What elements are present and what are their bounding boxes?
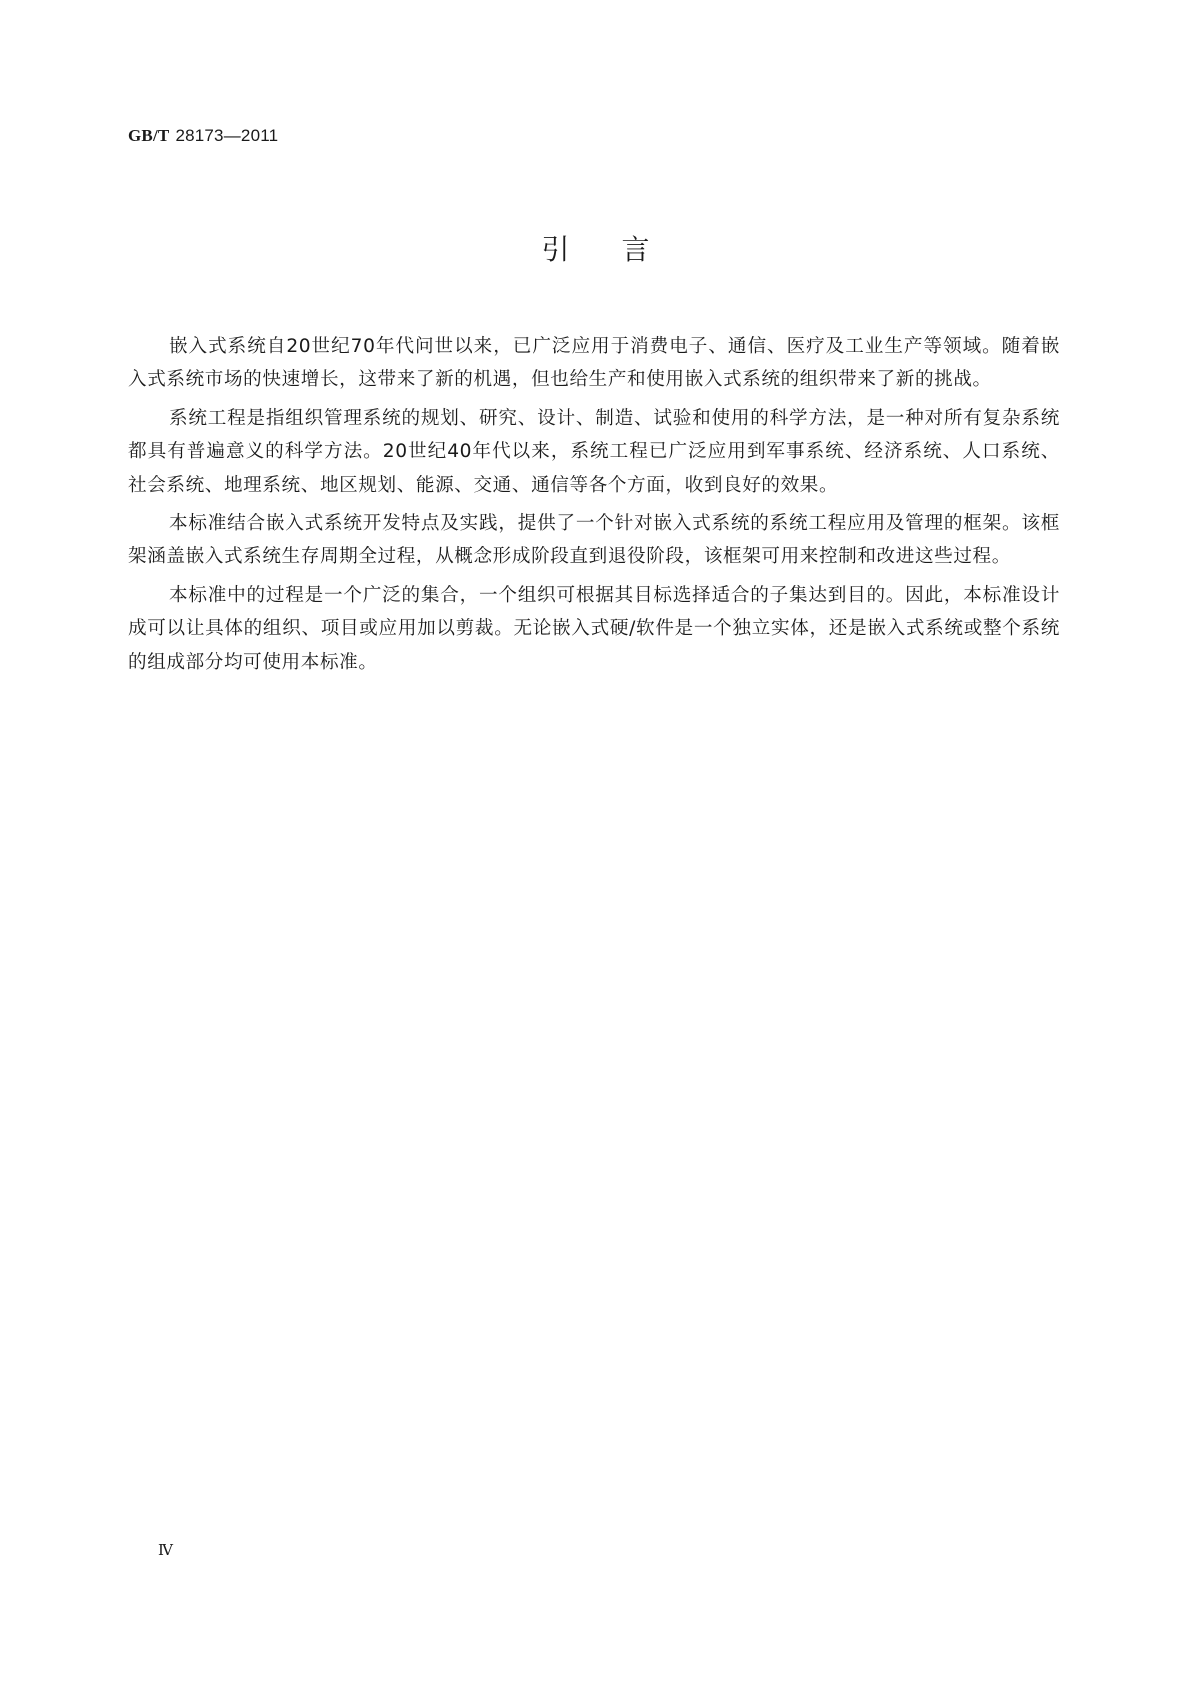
paragraph-1: 嵌入式系统自20世纪70年代问世以来，已广泛应用于消费电子、通信、医疗及工业生产等领域。随着嵌入式系统市场的快速增长，这带来了新的机遇，但也给生产和使用嵌入式系统的组织带来了新的挑战。	[128, 336, 1060, 391]
standard-prefix: GB/T	[128, 126, 170, 145]
paragraph-3: 本标准结合嵌入式系统开发特点及实践，提供了一个针对嵌入式系统的系统工程应用及管理的框架。该框架涵盖嵌入式系统生存周期全过程，从概念形成阶段直到退役阶段，该框架可用来控制和改进这些过程。	[128, 513, 1060, 568]
paragraph-2: 系统工程是指组织管理系统的规划、研究、设计、制造、试验和使用的科学方法，是一种对所有复杂系统都具有普遍意义的科学方法。20世纪40年代以来，系统工程已广泛应用到军事系统、经济系统、人口系统、社会系统、地理系统、地区规划、能源、交通、通信等各个方面，收到良好的效果。	[128, 407, 1060, 496]
standard-header	[128, 126, 278, 146]
standard-number: 28173—2011	[175, 126, 279, 145]
paragraph-4: 本标准中的过程是一个广泛的集合，一个组织可根据其目标选择适合的子集达到目的。因此，本标准设计成可以让具体的组织、项目或应用加以剪裁。无论嵌入式硬/软件是一个独立实体，还是嵌入式系统或整个系统的组成部分均可使用本标准。	[128, 584, 1060, 673]
page-title: 引言	[541, 233, 702, 266]
introduction-body	[128, 330, 1060, 684]
page-number: Ⅳ	[158, 1543, 173, 1559]
